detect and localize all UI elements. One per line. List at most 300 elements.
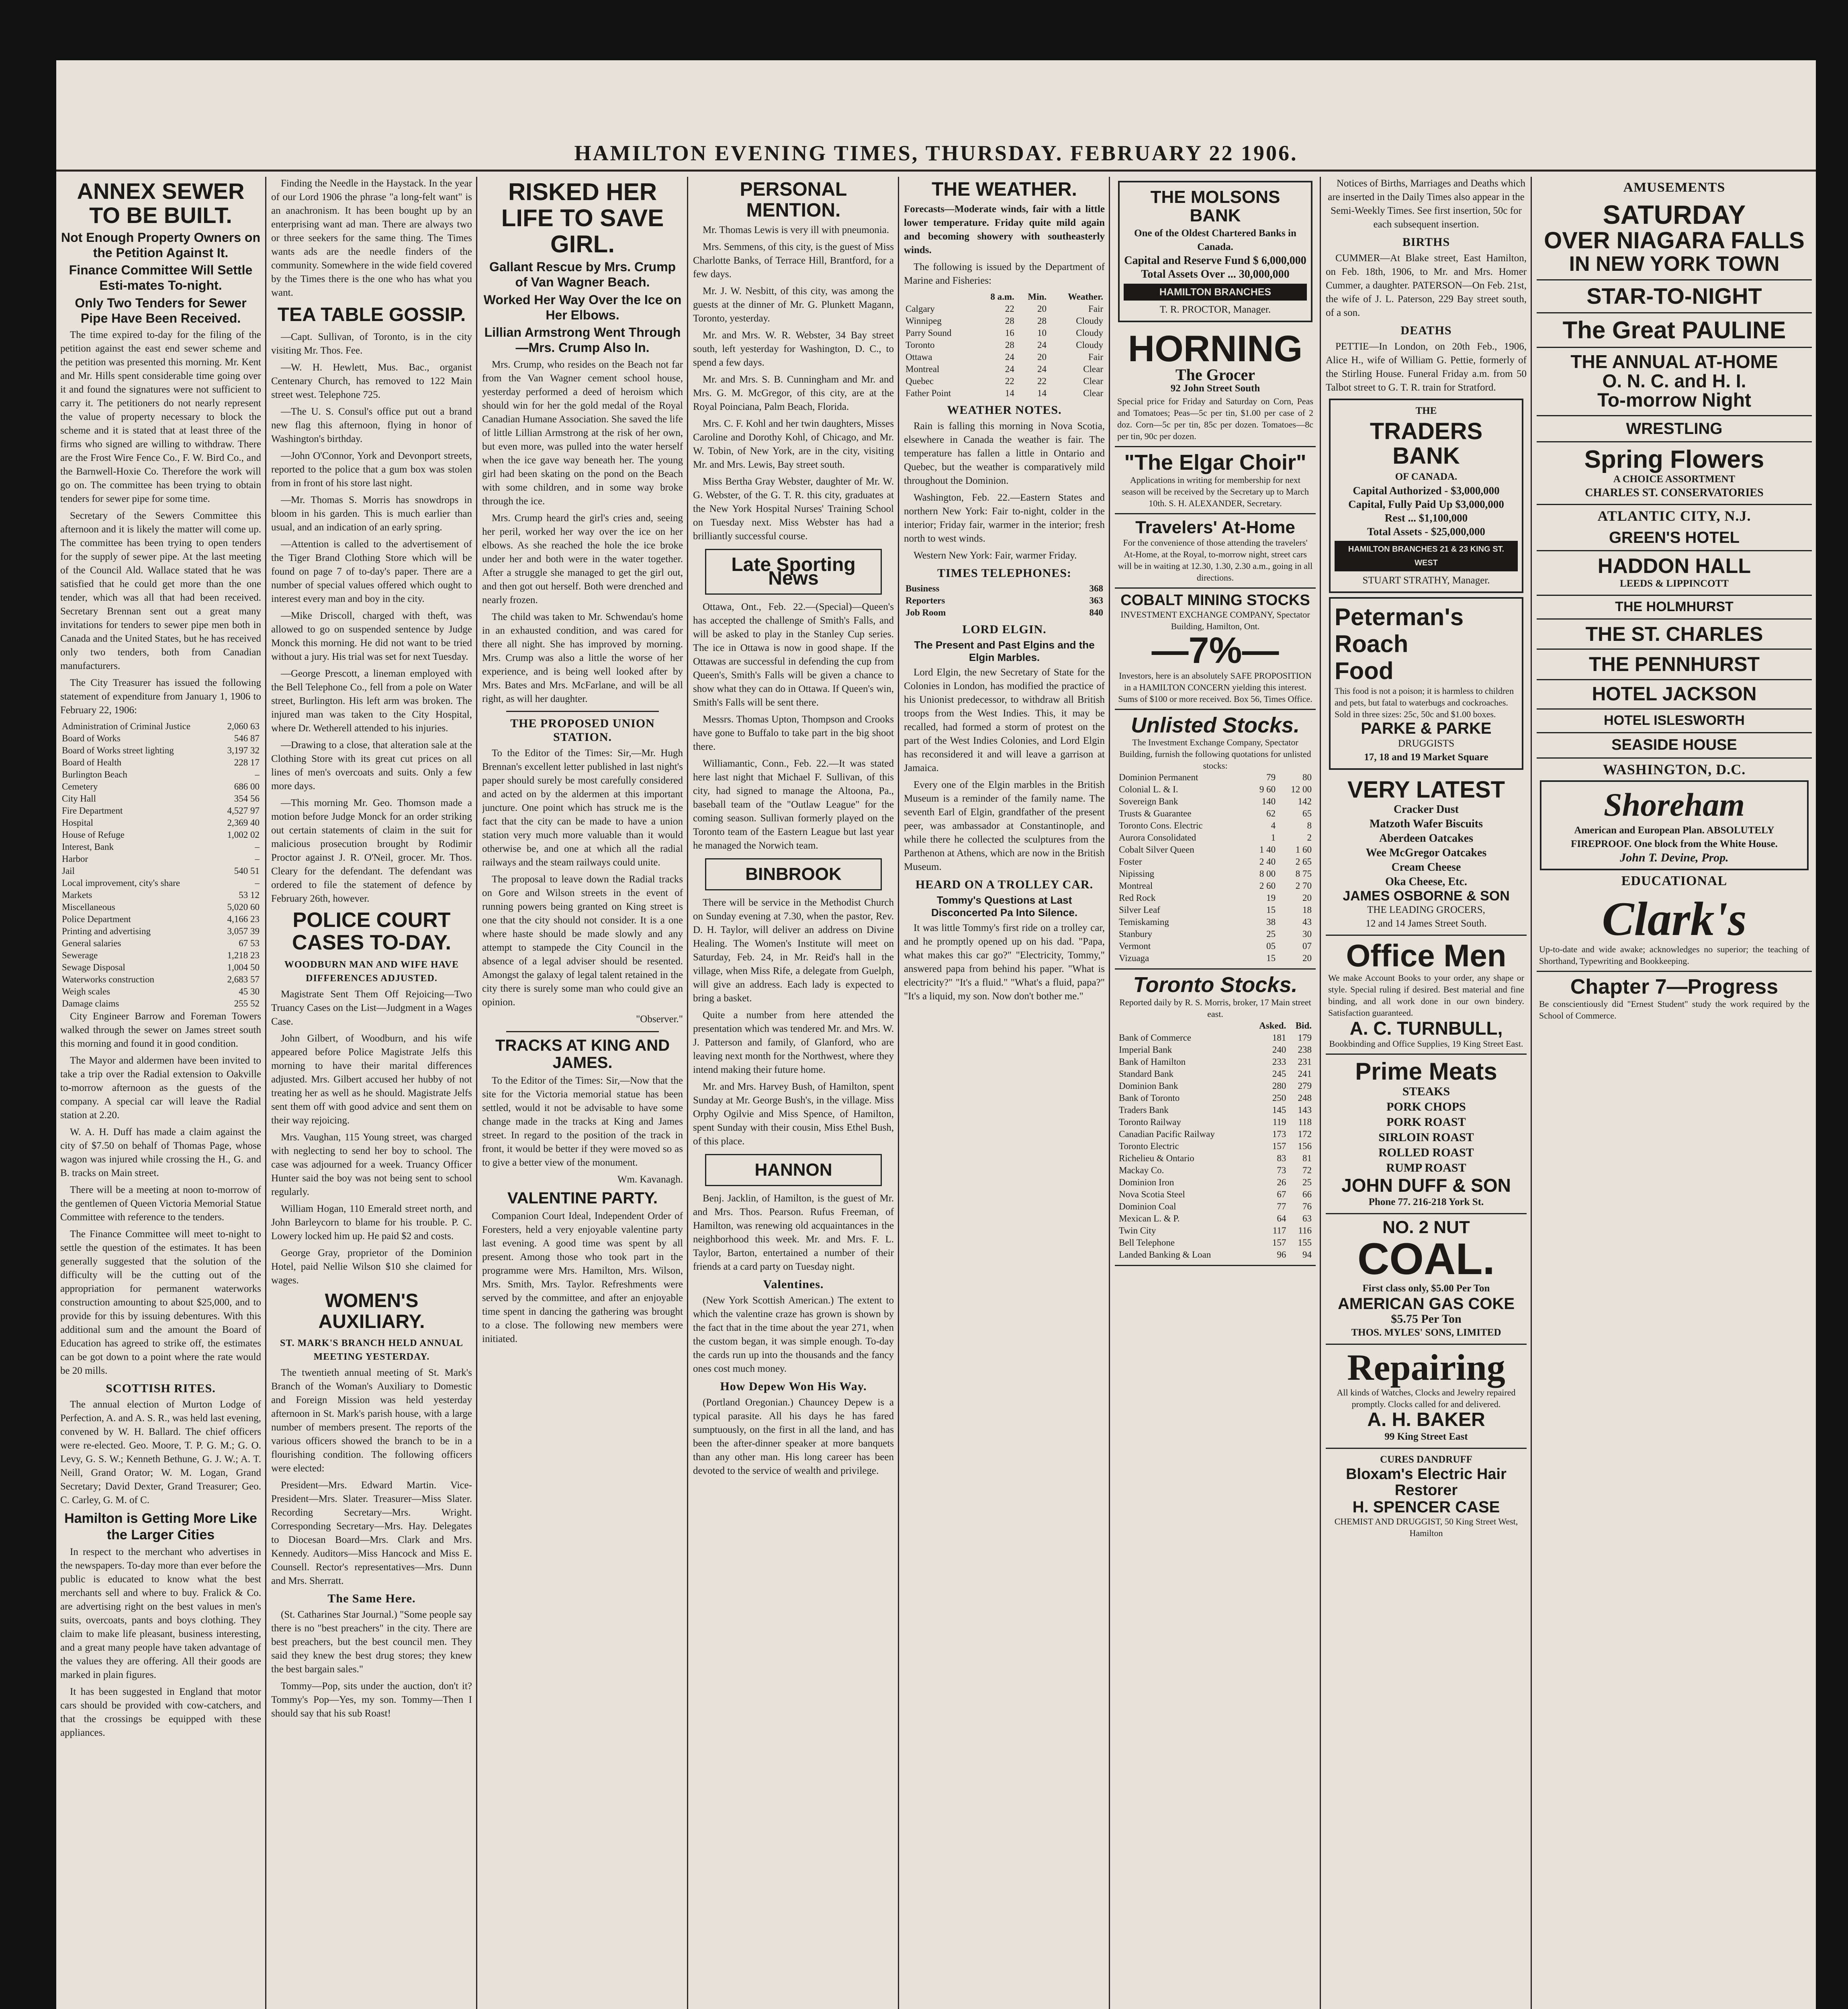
table-cell: Mexican L. & P. [1119,1213,1180,1224]
ad-branch: HAMILTON BRANCHES 21 & 23 KING ST. WEST [1335,541,1518,571]
table-cell: 96 [1277,1250,1286,1260]
table-cell: 28 [1005,340,1014,350]
table-cell: 63 [1302,1213,1312,1224]
article-text: Finding the Needle in the Haystack. In the year of our Lord 1906 the phrase "a long-felt want" is an anachronism. It has been bought up by an enterprising want ad man. There are always two or three seekers for the same thing. The Times wants ads are the needle finders of the community. Somewhere in the wide field covered by the Times there is the one who has what you want. [271,178,472,298]
ad-star [1537,280,1812,313]
table-row [1117,832,1313,844]
table-cell: Interest, Bank [62,842,114,852]
table-header-cell: 8 a.m. [990,291,1014,302]
ad-address: 92 John Street South [1170,383,1260,394]
table-header-cell [1117,1020,1248,1032]
ad-vendor: PARKE & PARKE [1361,719,1492,737]
table-cell: 686 00 [234,782,260,792]
ad-title: "The Elgar Choir" [1124,450,1306,475]
ad-text: Applications in writing for membership for next season will be received by the Secretary up to March 10th. S. H. ALEXANDER, Secretary. [1121,475,1309,508]
table-cell: – [255,854,260,864]
table-row [60,720,261,732]
table-row [1117,1152,1313,1164]
deck: Gallant Rescue by Mrs. Crump of Van Wagner Beach. [489,260,676,290]
heading-trolley: HEARD ON A TROLLEY CAR. [915,878,1094,892]
table-cell: Cobalt Silver Queen [1119,845,1194,855]
weather-table [904,291,1105,399]
heading-atlantic-city: ATLANTIC CITY, N.J. [1597,507,1751,524]
table-cell: Markets [62,890,92,900]
ad-title: THE HOLMHURST [1615,599,1734,615]
list-item: Cracker Dust [1393,803,1459,816]
table-cell: Sovereign Bank [1119,796,1178,807]
ad-repairing [1326,1345,1527,1449]
ad-peterman [1329,597,1523,770]
table-cell: Sewerage [62,950,98,961]
table-row [1117,880,1313,892]
table-row [60,853,261,865]
table-cell: 363 [1089,595,1103,606]
table-cell: 145 [1272,1105,1286,1115]
headline-risked-her-life: RISKED HER LIFE TO SAVE GIRL. [501,178,664,258]
heading-amusements: AMUSEMENTS [1623,180,1725,195]
table-cell: 22 [1005,376,1014,386]
notice-text: Notices of Births, Marriages and Deaths which are inserted in the Daily Times also appear in the Semi-Weekly Times. See first insertion, 50c for each subsequent insertion. [1328,178,1526,230]
list-item: Aberdeen Oatcakes [1379,832,1474,845]
table-cell: Mackay Co. [1119,1165,1164,1176]
ad-vendor-sub: THE LEADING GROCERS, [1367,904,1485,916]
ad-title: Travelers' At-Home [1135,517,1295,537]
table-cell: Toronto Railway [1119,1117,1181,1127]
table-cell: Nova Scotia Steel [1119,1189,1185,1200]
table-cell: Business [906,583,940,593]
table-row [1117,1044,1313,1056]
deck: Not Enough Property Owners on the Petition Against It. [61,230,260,260]
table-cell: Richelieu & Ontario [1119,1153,1194,1164]
deck: ST. MARK'S BRANCH HELD ANNUAL MEETING YESTERDAY. [280,1338,463,1362]
table-cell: General salaries [62,938,121,949]
table-header-cell: Min. [1028,291,1047,302]
table-cell: Winnipeg [906,315,942,326]
table-row [1117,1164,1313,1176]
table-row [1117,1032,1313,1044]
table-cell: 155 [1298,1238,1312,1248]
table-row [904,607,1105,619]
ad-seaside-house [1537,733,1812,759]
table-cell: 2 70 [1295,881,1312,891]
article-text: (St. Catharines Star Journal.) "Some people say there is no "best preachers" in the city. There are best preachers, but the best council men. They said they knew the best drug stores; they knew the best bargain sales." [271,1609,472,1675]
ad-spring-flowers [1537,442,1812,505]
table-cell: 157 [1272,1238,1286,1248]
heading-times-telephones: TIMES TELEPHONES: [937,566,1072,580]
table-row [1117,844,1313,856]
table-cell: 45 30 [239,986,260,997]
table-cell: Fire Department [62,806,123,816]
ad-text: This food is not a poison; it is harmless to children and pets, but fatal to waterbugs and cockroaches. Sold in three sizes: 25c, 50c and $1.00 boxes. [1335,685,1514,719]
ad-pauline [1537,313,1812,348]
article-text: Rain is falling this morning in Nova Scotia, elsewhere in Canada the weather is fair. The temperature has fallen a little in Ontario and Quebec, but the weather is comparatively mild throughout the Dominion. [904,420,1105,486]
hannon-box: HANNON [705,1154,882,1186]
table-cell: Harbor [62,854,88,864]
ad-subtitle: The Grocer [1175,366,1255,384]
ad-title: Peterman's [1335,603,1464,630]
article-text: William Hogan, 110 Emerald street north, and John Barleycorn to blame for his trouble. P. C. Lowery locked him up. He paid $2 and costs. [271,1203,472,1242]
table-row [904,303,1105,315]
table-cell: 2 65 [1295,857,1312,867]
table-cell: Calgary [906,303,935,314]
table-cell: – [255,878,260,888]
table-row [60,865,261,877]
article-text: Mr. and Mrs. W. R. Webster, 34 Bay street south, left yesterday for Washington, D. C., to spend a few days. [693,329,894,368]
table-cell: 1,004 50 [227,962,260,973]
divider [506,1031,659,1032]
ad-subtitle: AMERICAN GAS COKE [1337,1295,1515,1313]
headline-annex-sewer: ANNEX SEWER TO BE BUILT. [77,178,245,228]
letter-text: The proposal to leave down the Radial tracks on Gore and Wilson streets in the event of running powers being granted on King street is one that the city should not consider. It is a one where haste should be made slowly and any attempt to stampede the City Council in the absence of a legal adviser should be resented. Amongst the galaxy of legal talent retained in the city there is surely some man who could give an opinion. [482,874,683,1008]
table-cell: 67 [1277,1189,1286,1200]
article-text: The annual election of Murton Lodge of Perfection, A. and A. S. R., was held last evening, convened by W. H. Ballard. The chief officers were re-elected. Geo. Moore, T. P. G. M.; G. O. Levy, G. S. W.; Kenneth Bethune, G. J. W.; A. T. Neill, Grand Orator; W. M. Logan, Grand Secretary; David Dexter, Grand Treasurer; Geo. C. Carley, G. M. of C. [60,1399,261,1506]
table-row [1117,1189,1313,1201]
article-text: The City Treasurer has issued the following statement of expenditure from January 1, 1906 to February 22, 1906: [60,677,261,716]
ad-title: Chapter 7—Progress [1570,975,1778,999]
table-row [1117,1068,1313,1080]
table-cell: Sewage Disposal [62,962,125,973]
table-cell: Cloudy [1076,315,1103,326]
ad-title: THE ST. CHARLES [1585,622,1763,645]
table-cell: 233 [1272,1057,1286,1067]
table-cell: 238 [1298,1045,1312,1055]
article-text: Quite a number from here attended the presentation which was tendered Mr. and Mrs. W. J. Patterson and family, of Glanford, who are leaving next month for the Northwest, where they intend making their future home. [693,1009,894,1075]
table-cell: 1,002 02 [227,830,260,840]
ad-text: Be conscientiously did "Ernest Student" study the work required by the School of Commerce. [1539,998,1809,1021]
table-cell: 231 [1298,1057,1312,1067]
table-row [1117,892,1313,904]
ad-cobalt [1115,589,1316,710]
column-rule [1531,177,1532,2009]
letter-text: To the Editor of the Times: Sir,—Now that the site for the Victoria memorial statue has been settled, would it not be advisable to have some change made in the tracks at King and James street. In regard to the position of the track in front, it would be better if they were moved so as to give a better view of the monument. [482,1075,683,1168]
table-row [1117,904,1313,916]
ad-vendor: A. H. BAKER [1367,1409,1485,1430]
deck: WOODBURN MAN AND WIFE HAVE DIFFERENCES ADJUSTED. [284,959,459,984]
table-cell: 62 [1266,808,1276,819]
ad-vendor: JAMES OSBORNE & SON [1343,888,1510,904]
table-cell: 2 [1307,833,1312,843]
table-cell: 07 [1302,941,1312,951]
table-cell: 8 00 [1259,869,1276,879]
article-text: Washington, Feb. 22.—Eastern States and northern New York: Fair to-night, colder in the interior; Friday fair, warmer in the interior; fresh north to west winds. [904,492,1105,544]
article-text: President—Mrs. Edward Martin. Vice-President—Mrs. Slater. Treasurer—Miss Slater. Recording Secretary—Mrs. Wright. Corresponding Secretary—Mrs. Hay. Delegates to Diocesan Board—Mrs. Clark and Mrs. Kennedy. Auditors—Miss Hancock and Miss E. Counsell. Rector's representatives—Mrs. Dunn and Mrs. Sherratt. [271,1479,472,1586]
table-cell: Canadian Pacific Railway [1119,1129,1215,1140]
table-cell: 80 [1302,772,1312,783]
ad-title: SATURDAY [1603,200,1746,229]
table-cell: Colonial L. & I. [1119,784,1178,795]
table-row [60,877,261,889]
table-row [60,937,261,949]
table-cell: 546 87 [234,733,260,744]
table-cell: 8 75 [1295,869,1312,879]
ad-title: HORNING [1128,328,1303,370]
column-5 [904,177,1105,2009]
article-text: —Drawing to a close, that alteration sale at the Clothing Store with its great cut prices on all lines of men's overcoats and suits. Only a few more days. [271,739,472,792]
masthead: HAMILTON EVENING TIMES, THURSDAY. FEBRUARY 22 1906. [574,141,1298,165]
deck: Worked Her Way Over the Ice on Her Elbows. [483,292,682,322]
table-cell: Clear [1083,376,1103,386]
column-6 [1115,177,1316,2009]
table-row [1117,928,1313,940]
table-cell: Printing and advertising [62,926,151,937]
column-8 [1537,177,1812,2009]
ad-vendor: JOHN DUFF & SON [1341,1175,1511,1196]
headline-police-court: POLICE COURT CASES TO-DAY. [292,908,451,954]
article-text: Mrs. Crump, who resides on the Beach not far from the Van Wagner cement school house, yesterday performed a deed of heroism which should win for her the gold medal of the Royal Canadian Humane Association. She saved the life of little Lillian Armstrong at the risk of her own, but even more, was pulled into the water herself when the ice gave way beneath her. The young girl had been skating on the pond on the Beach with some children, and in some way broke through the ice. [482,359,683,507]
table-cell: 1,218 23 [227,950,260,961]
table-cell: 368 [1089,583,1103,593]
table-header-row [1117,1020,1313,1032]
ad-title: COAL. [1357,1234,1495,1284]
table-row [1117,1092,1313,1104]
article-text: In respect to the merchant who advertises in the newspapers. To-day more than ever before the public is educated to know what the best merchants sell and where to buy. Fralick & Co. are advertising right on the best values in men's suits, overcoats, pants and boys clothing. They claim to make life pleasant, business interesting, and a great many people have taken advantage of the values they are offering. All their goods are marked in plain figures. [60,1546,261,1680]
unlisted-stocks [1115,710,1316,970]
ad-vendor-address: 12 and 14 James Street South. [1366,918,1487,929]
table-row [1117,1140,1313,1152]
table-cell: Bell Telephone [1119,1238,1175,1248]
table-cell: 24 [1005,364,1014,374]
heading-washington: WASHINGTON, D.C. [1603,761,1746,777]
table-cell: Quebec [906,376,934,386]
table-cell: Administration of Criminal Justice [62,721,191,732]
table-row [904,351,1105,363]
newspaper-page [56,60,1816,2009]
table-row [904,339,1105,351]
table-cell: 116 [1298,1225,1312,1236]
table-cell: Clear [1083,364,1103,374]
table-cell: 240 [1272,1045,1286,1055]
ad-title: HADDON HALL [1597,554,1751,578]
table-cell: 3,057 39 [227,926,260,937]
table-cell: Hospital [62,818,93,828]
table-row [60,769,261,781]
table-cell: 16 [1005,327,1014,338]
ad-title: THE ANNUAL AT-HOME [1570,351,1778,372]
table-cell: 66 [1302,1189,1312,1200]
headline-valentine-party: VALENTINE PARTY. [507,1189,658,1207]
table-cell: 540 51 [234,866,260,876]
table-cell: – [255,842,260,852]
table-cell: 840 [1089,607,1103,618]
divider [506,711,659,712]
table-cell: Reporters [906,595,945,606]
ad-capital: Capital and Reserve Fund $ 6,000,000 [1124,254,1306,267]
table-row [1117,868,1313,880]
article-text: The following is issued by the Department of Marine and Fisheries: [904,261,1105,286]
article-text: Mr. and Mrs. Harvey Bush, of Hamilton, spent Sunday at Mr. George Bush's, in the village. Miss Orphy Ogilvie and Miss Spence, of Hamilton, spent Sunday with their cousin, Miss Ethel Bush, of this place. [693,1081,894,1147]
ad-text: All kinds of Watches, Clocks and Jewelry repaired promptly. Clocks called for and delivered. [1337,1387,1516,1409]
table-row [60,781,261,793]
table-cell: Weigh scales [62,986,110,997]
table-cell: 28 [1037,315,1047,326]
table-cell: 245 [1272,1069,1286,1079]
article-text: Mrs. C. F. Kohl and her twin daughters, Misses Caroline and Dorothy Kohl, of Chicago, and Mr. W. Tobin, of New York, are in the city, visiting Mr. and Mrs. Lewis, Bay street south. [693,418,894,470]
table-cell: 15 [1266,905,1276,915]
table-cell: Waterworks construction [62,974,154,985]
table-cell: 19 [1266,893,1276,903]
table-cell: 2 40 [1259,857,1276,867]
table-row [60,841,261,853]
list-item: Wee McGregor Oatcakes [1366,846,1487,859]
article-text: Ottawa, Ont., Feb. 22.—(Special)—Queen's has accepted the challenge of Smith's Falls, and will be asked to play in the Stanley Cup series. The ice in Ottawa is now in good shape. If the Ottawas are successful in defending the cup from Queen's, Smith's Falls will be given a chance to show what they can do in Ottawa. If Queen's win, Smith's Falls will be sent there. [693,601,894,708]
table-row [1117,916,1313,928]
table-cell: 250 [1272,1093,1286,1103]
table-cell: 83 [1277,1153,1286,1164]
table-cell: 142 [1298,796,1312,807]
ad-clarks [1537,890,1812,972]
heading-same-here: The Same Here. [327,1592,416,1605]
ad-item-list [1328,802,1524,889]
article-text: John Gilbert, of Woodburn, and his wife appeared before Police Magistrate Jelfs this morning to have their marital differences adjusted. Mrs. Gilbert accused her hubby of not treating her as well as he should. Magistrate Jelfs sent them off with good advice and sent them on their way rejoicing. [271,1033,472,1126]
table-cell: 181 [1272,1033,1286,1043]
article-text: Mr. J. W. Nesbitt, of this city, was among the guests at the dinner of Mr. G. Plunkett Magann, Toronto, yesterday. [693,285,894,324]
table-cell: 20 [1037,303,1047,314]
ad-title: TRADERS BANK [1370,418,1483,469]
table-cell: 76 [1302,1201,1312,1212]
ad-annual-at-home [1537,348,1812,416]
table-row [60,913,261,925]
table-cell: 280 [1272,1081,1286,1091]
table-cell: 14 [1037,388,1047,398]
ad-title: GREEN'S HOTEL [1609,528,1740,546]
table-cell: 94 [1302,1250,1312,1260]
table-cell: 118 [1298,1117,1312,1127]
ad-title: Prime Meats [1355,1058,1497,1085]
list-item: PORK CHOPS [1386,1100,1466,1114]
ad-chapter-7 [1537,972,1812,1025]
table-cell: Toronto [906,340,935,350]
table-cell: Father Point [906,388,951,398]
table-cell: Stanbury [1119,929,1153,939]
ad-coal [1326,1214,1527,1345]
ad-rest: Rest ... $1,100,000 [1384,511,1468,524]
ad-assets: Total Assets - $25,000,000 [1367,525,1485,538]
column-7 [1326,177,1527,2009]
table-row [1117,796,1313,808]
ad-title: COBALT MINING STOCKS [1120,592,1310,609]
ad-office-men [1326,936,1527,1055]
ad-manager: T. R. PROCTOR, Manager. [1159,304,1271,315]
table-row [904,595,1105,607]
ad-price: $5.75 Per Ton [1391,1312,1462,1326]
table-cell: Bank of Toronto [1119,1093,1180,1103]
table-cell: Standard Bank [1119,1069,1174,1079]
ad-dandruff [1326,1449,1527,1543]
article-text: Mrs. Crump heard the girl's cries and, seeing her peril, worked her way over the ice on her elbows. As she reached the hole the ice broke under her and both were in the water together. After a struggle she managed to get the girl out, and then got out herself. Both were drenched and nearly frozen. [482,512,683,606]
ad-haddon-hall [1537,551,1812,596]
ad-molsons-bank [1118,181,1312,322]
table-cell: Police Department [62,914,131,925]
table-row [904,375,1105,387]
ad-subtitle: O. N. C. and H. I. [1602,370,1746,391]
heading-deaths: DEATHS [1400,324,1452,337]
deck: Only Two Tenders for Sewer Pipe Have Been Received. [75,295,247,325]
ad-price: First class only, $5.00 Per Ton [1362,1283,1490,1294]
table-header-cell: Weather. [1068,291,1103,302]
ad-vendor-address: Phone 77. 216-218 York St. [1368,1196,1484,1207]
article-text: Williamantic, Conn., Feb. 22.—It was stated here last night that Michael F. Sullivan, of this city, had signed to manage the Altoona, Pa., baseball team of the "Outlaw League" for the coming season. Sullivan formerly played on the Toronto team of the Eastern League but last year he managed the Norwich team. [693,758,894,851]
table-cell: 67 53 [239,938,260,949]
ad-pretitle: THE [1415,405,1437,416]
ad-vendor: A. C. TURNBULL, [1349,1017,1503,1039]
table-cell: 20 [1037,352,1047,362]
table-cell: 1 60 [1295,845,1312,855]
table-cell: 241 [1298,1069,1312,1079]
table-row [1117,784,1313,796]
article-text: —Mike Driscoll, charged with theft, was allowed to go on suspended sentence by Judge Monck this morning. He did not want to be tried without a jury. His trial was set for next Tuesday. [271,610,472,662]
table-row [60,901,261,913]
heading-educational: EDUCATIONAL [1621,874,1727,888]
table-row [60,817,261,829]
table-row [1117,856,1313,868]
article-text: The Mayor and aldermen have been invited to take a trip over the Radial extension to Oakville to-morrow afternoon as the guests of the company. A special car will leave the Radial station at 2.20. [60,1055,261,1121]
ad-vendor: LEEDS & LIPPINCOTT [1620,578,1729,589]
article-text: Tommy—Pop, sits under the auction, don't it? Tommy's Pop—Yes, my son. Tommy—Then I should say that his sub Roast! [271,1680,472,1719]
ad-subtitle: A CHOICE ASSORTMENT [1613,473,1736,485]
stocks-subtitle: Reported daily by R. S. Morris, broker, 17 Main street east. [1119,997,1311,1019]
unlisted-stocks-table [1117,771,1313,964]
table-cell: Bank of Hamilton [1119,1057,1186,1067]
table-row [1117,1201,1313,1213]
table-cell: Montreal [906,364,940,374]
ad-title: Roach [1335,630,1408,657]
table-row [1117,808,1313,820]
table-cell: 15 [1266,953,1276,964]
table-cell: 20 [1302,953,1312,964]
table-cell: Nipissing [1119,869,1155,879]
ad-shoreham [1540,780,1809,870]
table-row [904,315,1105,327]
deck: Tommy's Questions at Last Disconcerted Pa Into Silence. [931,894,1078,919]
table-cell: 156 [1298,1141,1312,1152]
stocks-title: Unlisted Stocks. [1130,713,1300,737]
table-row [1117,1213,1313,1225]
list-item: Oka Cheese, Etc. [1385,875,1467,888]
table-row [60,757,261,769]
ad-vendor: H. SPENCER CASE [1352,1498,1500,1516]
table-cell: Dominion Bank [1119,1081,1178,1091]
ad-title: Food [1335,657,1394,684]
table-cell: Dominion Coal [1119,1201,1176,1212]
table-cell: 8 [1307,820,1312,831]
table-cell: Twin City [1119,1225,1156,1236]
table-cell: 24 [1037,340,1047,350]
table-cell: Montreal [1119,881,1153,891]
table-cell: Job Room [906,607,946,618]
table-cell: 26 [1277,1177,1286,1188]
deaths-text: PETTIE—In London, on 20th Feb., 1906, Alice H., wife of William G. Pettie, formerly of the Stirling House. Funeral Friday a.m. from 50 Talbot street to G. T. R. train for Stratford. [1326,341,1527,393]
table-header-cell: Asked. [1259,1021,1286,1031]
ad-text: Up-to-date and wide awake; acknowledges no superior; the teaching of Shorthand, Typewriting and Bookkeeping. [1539,944,1809,966]
column-rule [476,177,477,2009]
column-rule [898,177,899,2009]
table-cell: Board of Works [62,733,121,744]
article-text: —W. H. Hewlett, Mus. Bac., organist Centenary Church, has removed to 122 Main street west. Telephone 725. [271,362,472,400]
headline-tea-table: TEA TABLE GOSSIP. [277,304,466,325]
table-cell: 53 12 [239,890,260,900]
list-item: Cream Cheese [1391,861,1461,874]
column-rule [1320,177,1321,2009]
ad-title: The Great PAULINE [1562,316,1786,344]
article-text: It was little Tommy's first ride on a trolley car, and he promptly opened up on his dad. "Papa, what makes this car go?" "Electricity, Tommy," answered papa from behind his paper. "What is electricity?" "It's a fluid." "What's a fluid, papa?" "It's a liquid, my son. Now don't bother me." [904,922,1105,1002]
table-row [60,732,261,745]
table-cell: Red Rock [1119,893,1156,903]
column-4 [693,177,894,2009]
table-cell: 143 [1298,1105,1312,1115]
article-text: George Gray, proprietor of the Dominion Hotel, paid Nellie Wilson $10 she claimed for wages. [271,1248,472,1286]
table-cell: 24 [1005,352,1014,362]
table-cell: Vermont [1119,941,1151,951]
